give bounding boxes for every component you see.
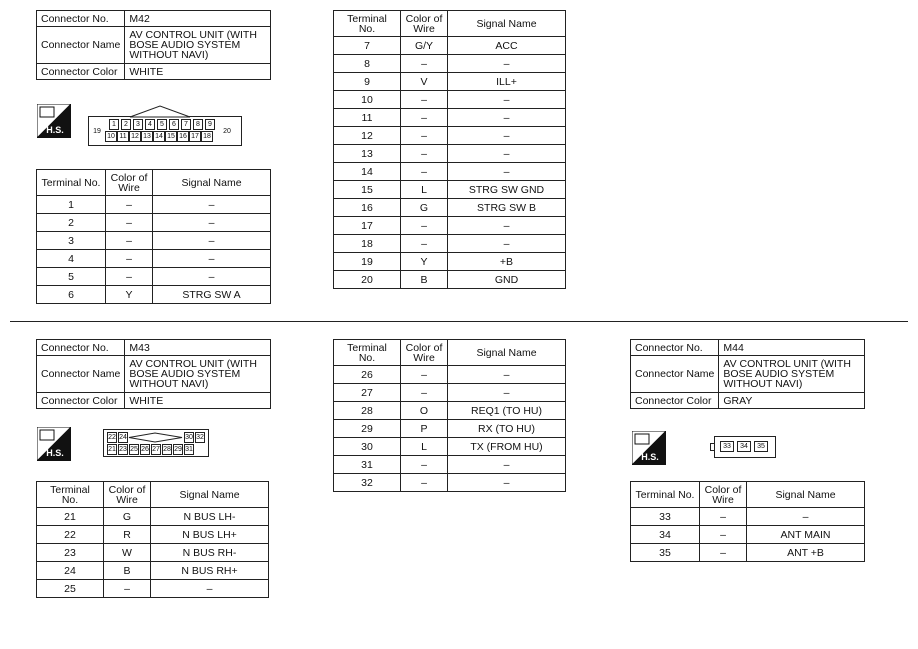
terminal-no: 27: [334, 384, 401, 402]
wire-color: P: [401, 420, 448, 438]
pin: 23: [119, 446, 127, 453]
pin: 12: [129, 131, 141, 142]
terminal-no: 8: [334, 55, 401, 73]
label: Connector No.: [631, 340, 719, 356]
table-row: [334, 199, 566, 217]
wire-color: –: [401, 474, 448, 492]
terminal-no: 31: [334, 456, 401, 474]
wire-color: R: [104, 526, 151, 544]
pin: 34: [737, 441, 751, 452]
terminal-header: Terminal No.: [334, 11, 401, 37]
wire-color: –: [401, 217, 448, 235]
wire-color: L: [401, 438, 448, 456]
signal-name: STRG SW GND: [448, 181, 566, 199]
connector-color: WHITE: [125, 64, 271, 80]
pin: 3: [133, 119, 143, 130]
connector-color: GRAY: [719, 393, 865, 409]
terminal-no: 16: [334, 199, 401, 217]
wire-header: Color of Wire: [401, 340, 448, 366]
signal-name: N BUS LH-: [151, 508, 269, 526]
table-row: [37, 508, 269, 526]
signal-name: GND: [448, 271, 566, 289]
signal-name: –: [448, 217, 566, 235]
connector-tab: [710, 443, 715, 451]
signal-name: –: [153, 250, 271, 268]
wire-header: Color of Wire: [700, 482, 747, 508]
connector-no: M42: [125, 11, 271, 27]
table-row: [37, 286, 271, 304]
wire-header: Color of Wire: [106, 170, 153, 196]
wire-color: –: [106, 268, 153, 286]
signal-name: –: [448, 235, 566, 253]
table-row: [37, 214, 271, 232]
connector-latch: [128, 432, 183, 443]
pin: 22: [108, 434, 116, 441]
terminal-no: 15: [334, 181, 401, 199]
pin: 8: [193, 119, 203, 130]
wire-color: G: [401, 199, 448, 217]
terminal-no: 17: [334, 217, 401, 235]
label: Connector Color: [37, 64, 125, 80]
wire-color: –: [106, 196, 153, 214]
wire-color: –: [106, 250, 153, 268]
connector-color: WHITE: [125, 393, 271, 409]
signal-name: –: [448, 366, 566, 384]
signal-name: ACC: [448, 37, 566, 55]
wire-color: –: [401, 384, 448, 402]
m43-connector-diagram: [103, 429, 209, 457]
pin: 25: [130, 446, 138, 453]
terminal-header: Terminal No.: [334, 340, 401, 366]
hs-icon: [632, 431, 666, 465]
table-row: [334, 420, 566, 438]
pin: 17: [189, 131, 201, 142]
hs-label: H.S.: [641, 452, 659, 462]
table-row: [334, 91, 566, 109]
terminal-no: 14: [334, 163, 401, 181]
terminal-no: 3: [37, 232, 106, 250]
m43-terminal-table-b: [333, 339, 566, 492]
pin: 28: [163, 446, 171, 453]
pin: 32: [196, 434, 204, 441]
wire-color: –: [401, 145, 448, 163]
wire-color: O: [401, 402, 448, 420]
pin: 24: [119, 434, 127, 441]
terminal-no: 30: [334, 438, 401, 456]
pin: 16: [177, 131, 189, 142]
terminal-no: 6: [37, 286, 106, 304]
terminal-no: 5: [37, 268, 106, 286]
signal-name: –: [448, 145, 566, 163]
connector-name: AV CONTROL UNIT (WITH BOSE AUDIO SYSTEM WITHOUT NAVI): [719, 356, 865, 393]
wire-color: V: [401, 73, 448, 91]
table-row: [334, 456, 566, 474]
m42-info-table: [36, 10, 271, 80]
wire-color: –: [700, 526, 747, 544]
signal-name: REQ1 (TO HU): [448, 402, 566, 420]
pin: 6: [169, 119, 179, 130]
table-row: [334, 109, 566, 127]
m42-terminal-table-a: [36, 169, 271, 304]
section-divider: [10, 321, 908, 322]
pin: 26: [141, 446, 149, 453]
table-row: [334, 163, 566, 181]
label: Connector Color: [37, 393, 125, 409]
terminal-no: 23: [37, 544, 104, 562]
wire-color: –: [401, 55, 448, 73]
signal-name: +B: [448, 253, 566, 271]
signal-name: N BUS RH-: [151, 544, 269, 562]
wire-color: –: [401, 127, 448, 145]
table-row: [37, 232, 271, 250]
terminal-no: 29: [334, 420, 401, 438]
table-row: [334, 73, 566, 91]
table-row: [334, 384, 566, 402]
pin: 27: [152, 446, 160, 453]
table-row: [334, 55, 566, 73]
signal-name: –: [448, 109, 566, 127]
signal-name: –: [153, 196, 271, 214]
wire-color: –: [401, 91, 448, 109]
signal-name: N BUS RH+: [151, 562, 269, 580]
hs-label: H.S.: [46, 125, 64, 135]
table-row: [334, 253, 566, 271]
signal-name: –: [153, 268, 271, 286]
pin: 7: [181, 119, 191, 130]
wire-color: B: [104, 562, 151, 580]
table-row: [334, 181, 566, 199]
signal-header: Signal Name: [747, 482, 865, 508]
wire-color: –: [106, 214, 153, 232]
terminal-no: 33: [631, 508, 700, 526]
signal-name: –: [151, 580, 269, 598]
table-row: [37, 580, 269, 598]
terminal-no: 9: [334, 73, 401, 91]
wire-color: Y: [106, 286, 153, 304]
signal-name: –: [747, 508, 865, 526]
pin: 15: [165, 131, 177, 142]
m44-connector-diagram: [714, 436, 776, 458]
terminal-no: 11: [334, 109, 401, 127]
m43-terminal-table-a: [36, 481, 269, 598]
terminal-header: Terminal No.: [37, 170, 106, 196]
signal-name: N BUS LH+: [151, 526, 269, 544]
signal-name: ANT +B: [747, 544, 865, 562]
signal-name: –: [448, 127, 566, 145]
wire-color: –: [401, 163, 448, 181]
hs-label: H.S.: [46, 448, 64, 458]
wire-color: –: [401, 235, 448, 253]
signal-name: –: [153, 214, 271, 232]
terminal-no: 21: [37, 508, 104, 526]
m43-info-table: [36, 339, 271, 409]
label: Connector Name: [37, 27, 125, 64]
signal-name: TX (FROM HU): [448, 438, 566, 456]
terminal-header: Terminal No.: [631, 482, 700, 508]
table-row: [37, 268, 271, 286]
table-row: [334, 438, 566, 456]
connector-no: M44: [719, 340, 865, 356]
signal-name: STRG SW B: [448, 199, 566, 217]
pin: 35: [754, 441, 768, 452]
wire-color: –: [401, 366, 448, 384]
terminal-no: 35: [631, 544, 700, 562]
label: Connector Color: [631, 393, 719, 409]
table-row: [37, 196, 271, 214]
pin: 19: [93, 128, 101, 135]
table-row: [631, 508, 865, 526]
pin: 11: [117, 131, 129, 142]
terminal-no: 34: [631, 526, 700, 544]
signal-header: Signal Name: [448, 340, 566, 366]
signal-name: STRG SW A: [153, 286, 271, 304]
wire-header: Color of Wire: [401, 11, 448, 37]
table-row: [334, 235, 566, 253]
wire-color: B: [401, 271, 448, 289]
signal-name: –: [448, 91, 566, 109]
pin: 10: [105, 131, 117, 142]
label: Connector Name: [631, 356, 719, 393]
signal-header: Signal Name: [153, 170, 271, 196]
signal-name: ANT MAIN: [747, 526, 865, 544]
table-row: [334, 402, 566, 420]
terminal-no: 20: [334, 271, 401, 289]
connector-name: AV CONTROL UNIT (WITH BOSE AUDIO SYSTEM WITHOUT NAVI): [125, 27, 271, 64]
m44-terminal-table: [630, 481, 865, 562]
signal-name: RX (TO HU): [448, 420, 566, 438]
terminal-no: 25: [37, 580, 104, 598]
wire-color: –: [401, 109, 448, 127]
wire-header: Color of Wire: [104, 482, 151, 508]
signal-header: Signal Name: [448, 11, 566, 37]
hs-icon: [37, 104, 71, 138]
signal-header: Signal Name: [151, 482, 269, 508]
connector-latch: [129, 105, 191, 118]
terminal-no: 24: [37, 562, 104, 580]
pin: 18: [201, 131, 213, 142]
table-row: [37, 526, 269, 544]
signal-name: –: [448, 474, 566, 492]
table-row: [334, 145, 566, 163]
terminal-no: 7: [334, 37, 401, 55]
wire-color: Y: [401, 253, 448, 271]
signal-name: –: [153, 232, 271, 250]
wire-color: –: [700, 544, 747, 562]
m42-terminal-table-b: [333, 10, 566, 289]
table-row: [334, 127, 566, 145]
pin: 13: [141, 131, 153, 142]
wire-color: –: [106, 232, 153, 250]
terminal-no: 32: [334, 474, 401, 492]
pin: 14: [153, 131, 165, 142]
wire-color: L: [401, 181, 448, 199]
table-row: [631, 544, 865, 562]
pin: 21: [108, 446, 116, 453]
signal-name: –: [448, 163, 566, 181]
label: Connector No.: [37, 340, 125, 356]
wire-color: –: [401, 456, 448, 474]
signal-name: ILL+: [448, 73, 566, 91]
m42-connector-diagram: [88, 116, 242, 146]
terminal-no: 28: [334, 402, 401, 420]
wire-color: –: [700, 508, 747, 526]
pin: 20: [223, 128, 231, 135]
label: Connector No.: [37, 11, 125, 27]
signal-name: –: [448, 456, 566, 474]
terminal-no: 4: [37, 250, 106, 268]
table-row: [334, 366, 566, 384]
pin: 2: [121, 119, 131, 130]
table-row: [334, 217, 566, 235]
pin: 30: [185, 434, 193, 441]
table-row: [37, 544, 269, 562]
wire-color: G: [104, 508, 151, 526]
wire-color: W: [104, 544, 151, 562]
table-row: [334, 37, 566, 55]
signal-name: –: [448, 55, 566, 73]
pin: 31: [185, 446, 193, 453]
pin: 5: [157, 119, 167, 130]
connector-name: AV CONTROL UNIT (WITH BOSE AUDIO SYSTEM WITHOUT NAVI): [125, 356, 271, 393]
hs-icon: [37, 427, 71, 461]
signal-name: –: [448, 384, 566, 402]
table-row: [37, 562, 269, 580]
terminal-header: Terminal No.: [37, 482, 104, 508]
table-row: [37, 250, 271, 268]
terminal-no: 26: [334, 366, 401, 384]
pin: 4: [145, 119, 155, 130]
label: Connector Name: [37, 356, 125, 393]
table-row: [334, 474, 566, 492]
pin: 33: [720, 441, 734, 452]
terminal-no: 13: [334, 145, 401, 163]
terminal-no: 22: [37, 526, 104, 544]
wire-color: –: [104, 580, 151, 598]
terminal-no: 10: [334, 91, 401, 109]
connector-no: M43: [125, 340, 271, 356]
m44-info-table: [630, 339, 865, 409]
table-row: [631, 526, 865, 544]
terminal-no: 12: [334, 127, 401, 145]
pin: 1: [109, 119, 119, 130]
pin: 29: [174, 446, 182, 453]
wire-color: G/Y: [401, 37, 448, 55]
terminal-no: 1: [37, 196, 106, 214]
table-row: [334, 271, 566, 289]
terminal-no: 18: [334, 235, 401, 253]
pin: 9: [205, 119, 215, 130]
terminal-no: 2: [37, 214, 106, 232]
terminal-no: 19: [334, 253, 401, 271]
